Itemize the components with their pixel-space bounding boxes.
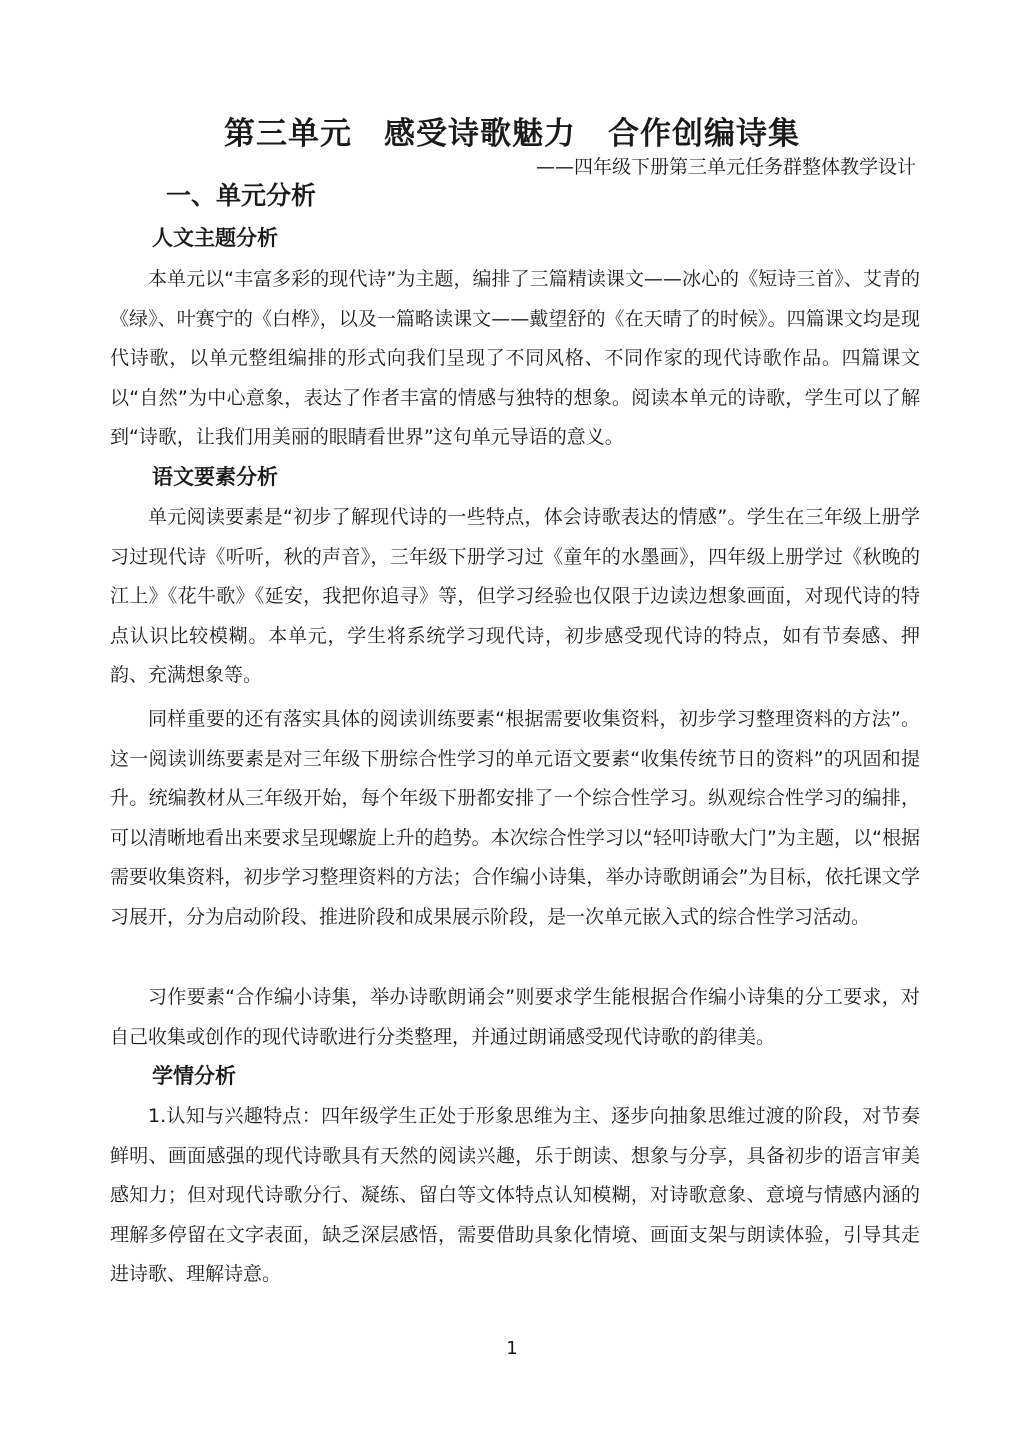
paragraph-cognition-interest: 1.认知与兴趣特点：四年级学生正处于形象思维为主、逐步向抽象思维过渡的阶段，对节奏鲜明、画面感强的现代诗歌具有天然的阅读兴趣，乐于朗读、想象与分享，具备初步的语言审美感知力；但对现代诗歌分行、凝练、留白等文体特点认知模糊，对诗歌意象、意境与情感内涵的理解多停留在文字表面，缺乏深层感悟，需要借助具象化情境、画面支架与朗读体验，引导其走进诗歌、理解诗意。 <box>110 1105 920 1285</box>
paragraph-reading-elements: 单元阅读要素是“初步了解现代诗的一些特点，体会诗歌表达的情感”。学生在三年级上册学习过现代诗《听听，秋的声音》，三年级下册学习过《童年的水墨画》，四年级上册学过《秋晚的江上》《花牛歌》《延安，我把你追寻》等，但学习经验也仅限于边读边想象画面，对现代诗的特点认识比较模糊。本单元，学生将系统学习现代诗，初步感受现代诗的特点，如有节奏感、押韵、充满想象等。 <box>110 506 920 686</box>
document-subtitle: ——四年级下册第三单元任务群整体教学设计 <box>535 156 916 178</box>
subsection-heading-student-analysis: 学情分析 <box>152 1064 236 1088</box>
subsection-heading-language-elements: 语文要素分析 <box>152 465 278 489</box>
page-number: 1 <box>506 1338 518 1359</box>
paragraph-reading-training-elements: 同样重要的还有落实具体的阅读训练要素“根据需要收集资料，初步学习整理资料的方法”。这一阅读训练要素是对三年级下册综合性学习的单元语文要素“收集传统节日的资料”的巩固和提升。统编教材从三年级开始，每个年级下册都安排了一个综合性学习。纵观综合性学习的编排，可以清晰地看出来要求呈现螺旋上升的趋势。本次综合性学习以“轻叩诗歌大门”为主题，以“根据需要收集资料，初步学习整理资料的方法；合作编小诗集，举办诗歌朗诵会”为目标，依托课文学习展开，分为启动阶段、推进阶段和成果展示阶段，是一次单元嵌入式的综合性学习活动。 <box>110 708 920 928</box>
paragraph-humanities-theme: 本单元以“丰富多彩的现代诗”为主题，编排了三篇精读课文——冰心的《短诗三首》、艾青的《绿》、叶赛宁的《白桦》，以及一篇略读课文——戴望舒的《在天晴了的时候》。四篇课文均是现代诗歌，以单元整组编排的形式向我们呈现了不同风格、不同作家的现代诗歌作品。四篇课文以“自然”为中心意象，表达了作者丰富的情感与独特的想象。阅读本单元的诗歌，学生可以了解到“诗歌，让我们用美丽的眼睛看世界”这句单元导语的意义。 <box>110 268 920 448</box>
paragraph-writing-elements: 习作要素“合作编小诗集，举办诗歌朗诵会”则要求学生能根据合作编小诗集的分工要求，对自己收集或创作的现代诗歌进行分类整理，并通过朗诵感受现代诗歌的韵律美。 <box>110 986 920 1048</box>
subsection-heading-humanities-theme: 人文主题分析 <box>152 226 278 250</box>
document-title: 第三单元 感受诗歌魅力 合作创编诗集 <box>224 116 800 152</box>
section-heading-unit-analysis: 一、单元分析 <box>166 181 317 210</box>
